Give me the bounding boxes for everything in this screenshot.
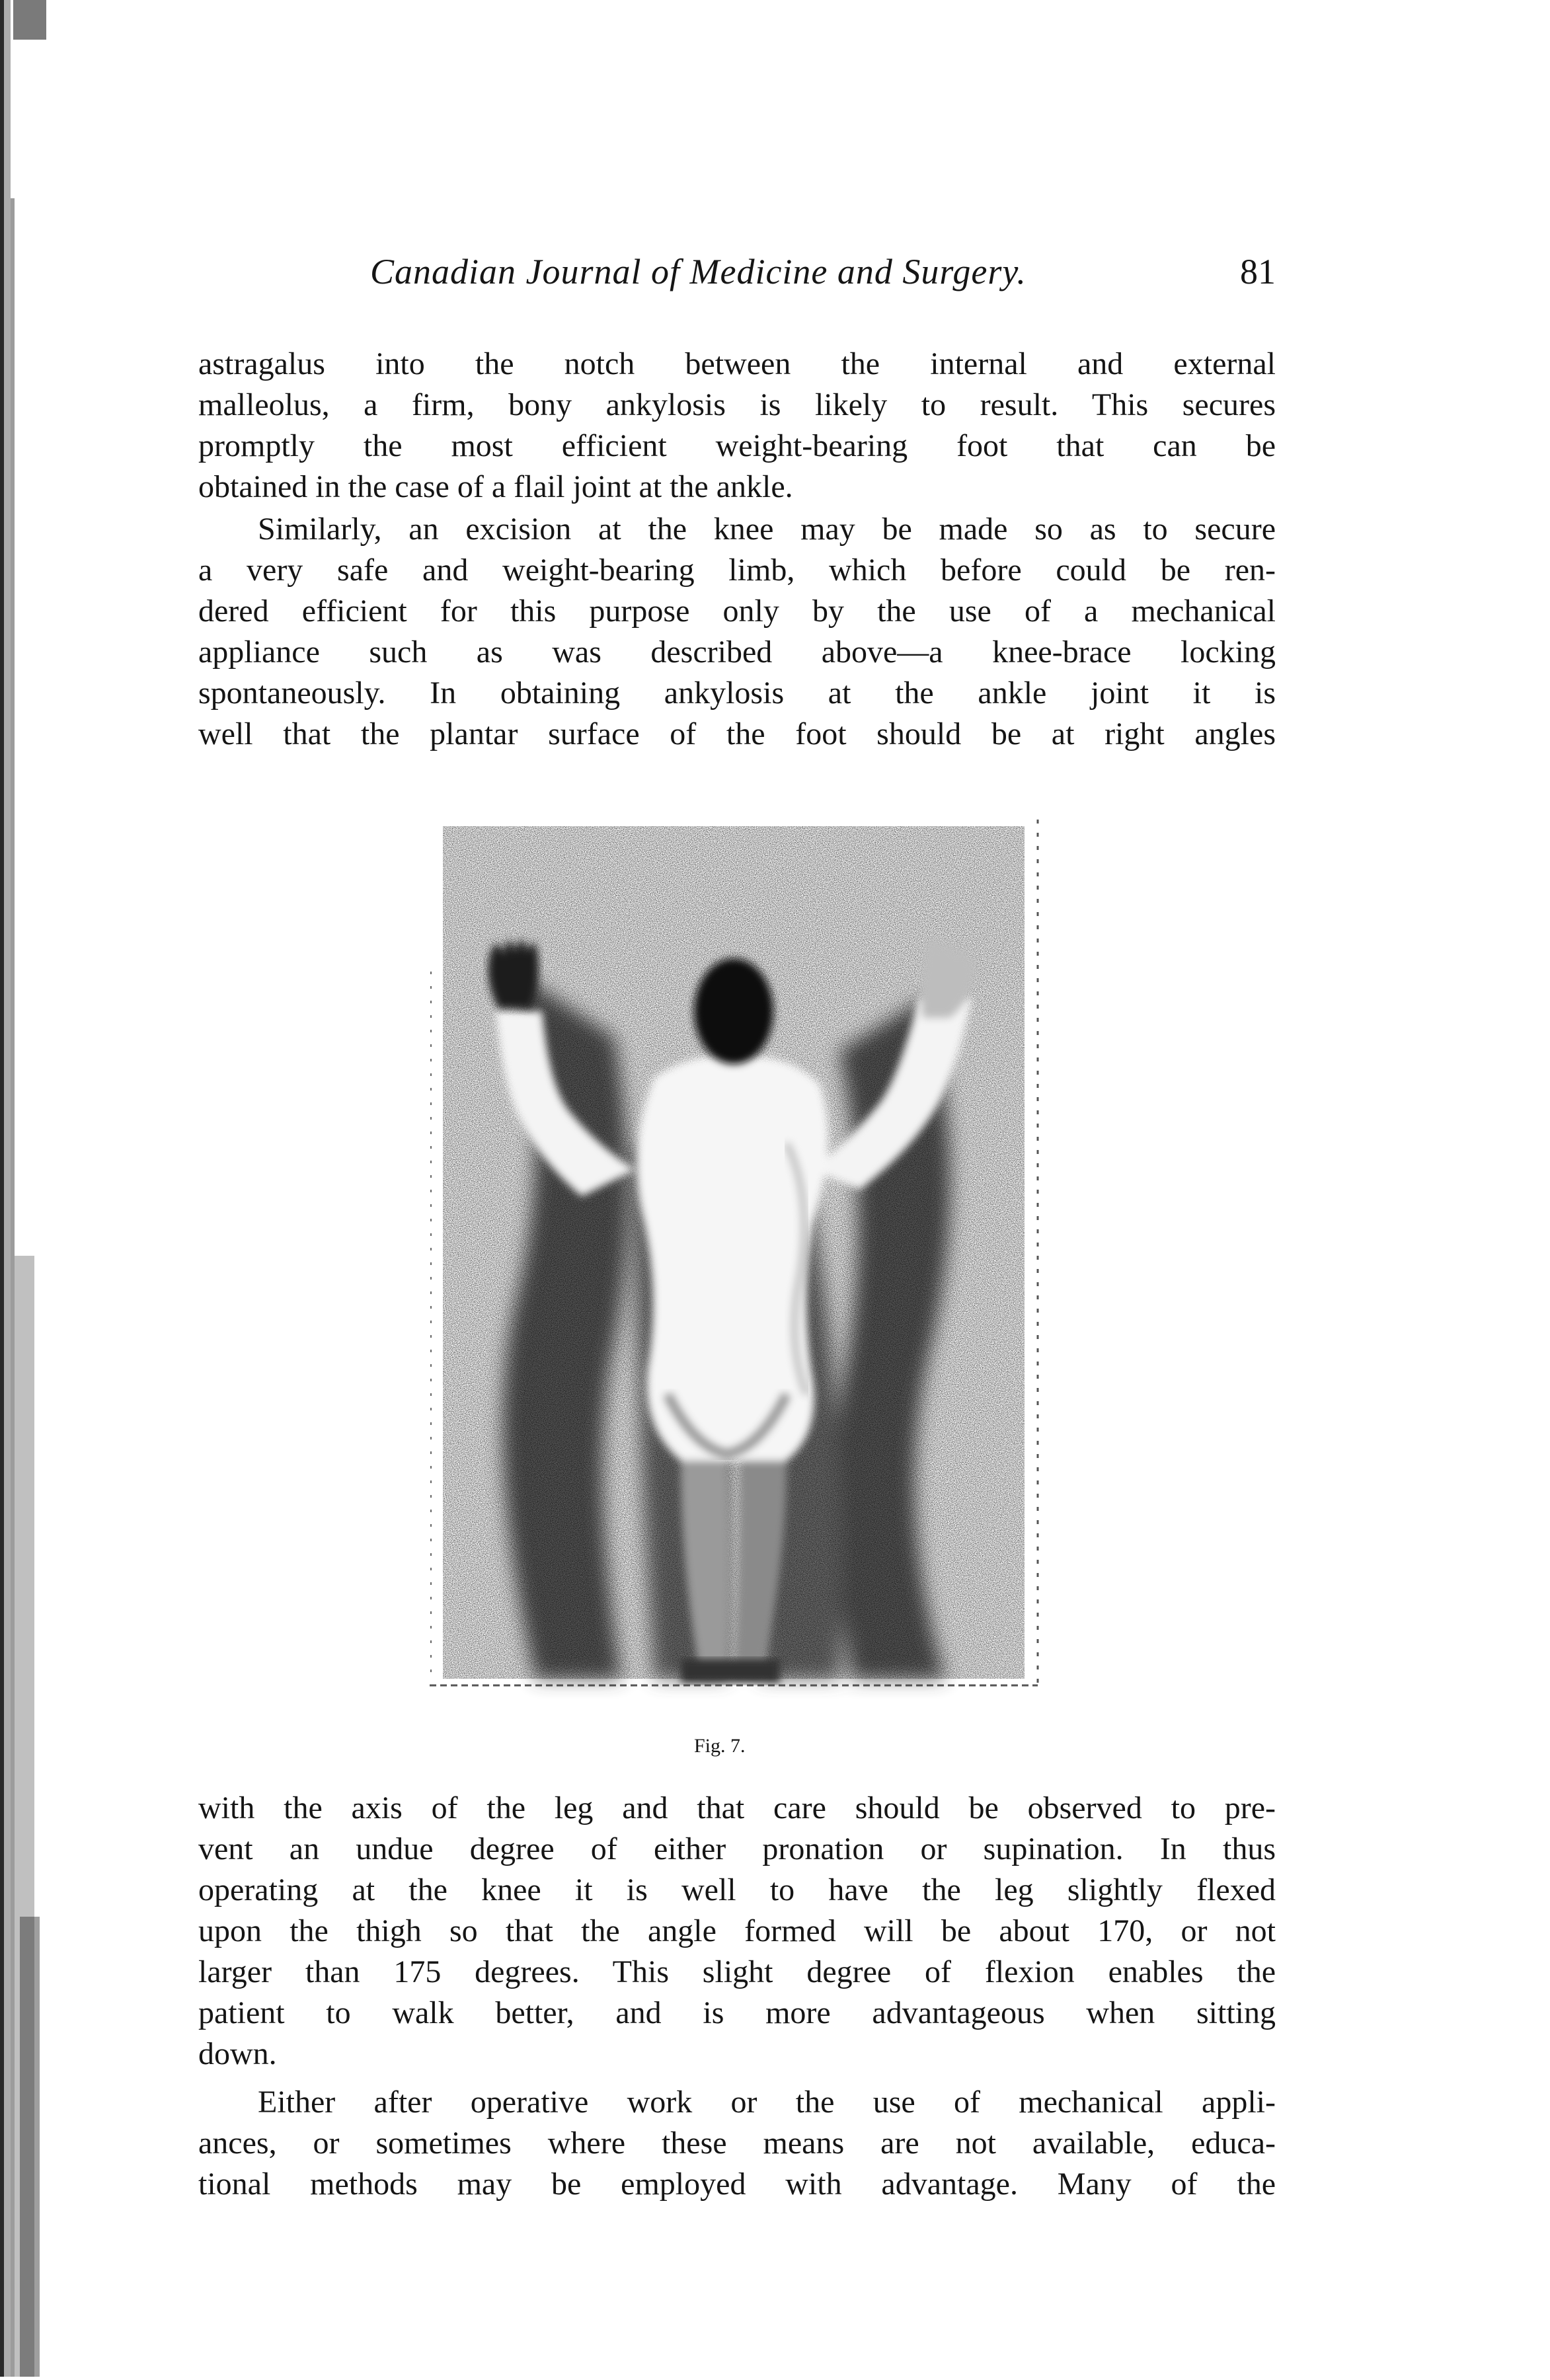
text-line: tional methods may be employed with advantage. Many of the [198, 2167, 1276, 2202]
text-line: larger than 175 degrees. This slight degree of flexion enables the [198, 1954, 1276, 1989]
text-line: vent an undue degree of either pronation or supination. In thus [198, 1831, 1276, 1866]
text-line: obtained in the case of a flail joint at the ankle. [198, 469, 793, 504]
text-line: operating at the knee it is well to have the leg slightly flexed [198, 1872, 1276, 1907]
paragraph-2 [198, 509, 1276, 755]
text-line: spontaneously. In obtaining ankylosis at the ankle joint it is [198, 675, 1276, 710]
paragraph-3 [198, 1788, 1276, 2075]
figure-caption: Fig. 7. [694, 1735, 746, 1757]
text-line: a very safe and weight-bearing limb, which before could be ren- [198, 553, 1276, 588]
text-line: astragalus into the notch between the internal and external [198, 346, 1276, 381]
text-line: down. [198, 2036, 277, 2071]
text-line: patient to walk better, and is more advantageous when sitting [198, 1995, 1276, 2030]
text-line: dered efficient for this purpose only by the use of a mechanical [198, 594, 1276, 629]
text-line: ances, or sometimes where these means are not available, educa- [198, 2126, 1276, 2161]
scan-binding-edge [0, 0, 46, 2377]
text-line: appliance such as was described above—a knee-brace locking [198, 634, 1276, 670]
paragraph-4 [198, 2082, 1276, 2205]
figure-7-photo [416, 800, 1051, 1699]
text-line: well that the plantar surface of the foot should be at right angles [198, 716, 1276, 751]
text-line: upon the thigh so that the angle formed will be about 170, or not [198, 1913, 1276, 1948]
text-line: with the axis of the leg and that care should be observed to pre- [198, 1790, 1276, 1825]
text-line: malleolus, a firm, bony ankylosis is likely to result. This secures [198, 387, 1276, 422]
paragraph-1 [198, 344, 1276, 508]
text-line: Similarly, an excision at the knee may be made so as to secure [258, 512, 1276, 547]
page-header [370, 251, 1276, 311]
figure-photograph [416, 800, 1051, 1699]
text-line: promptly the most efficient weight-bearing foot that can be [198, 428, 1276, 463]
text-line: Either after operative work or the use of mechanical appli- [258, 2085, 1276, 2120]
running-title: Canadian Journal of Medicine and Surgery. [370, 252, 1027, 291]
page-number: 81 [1240, 252, 1276, 291]
